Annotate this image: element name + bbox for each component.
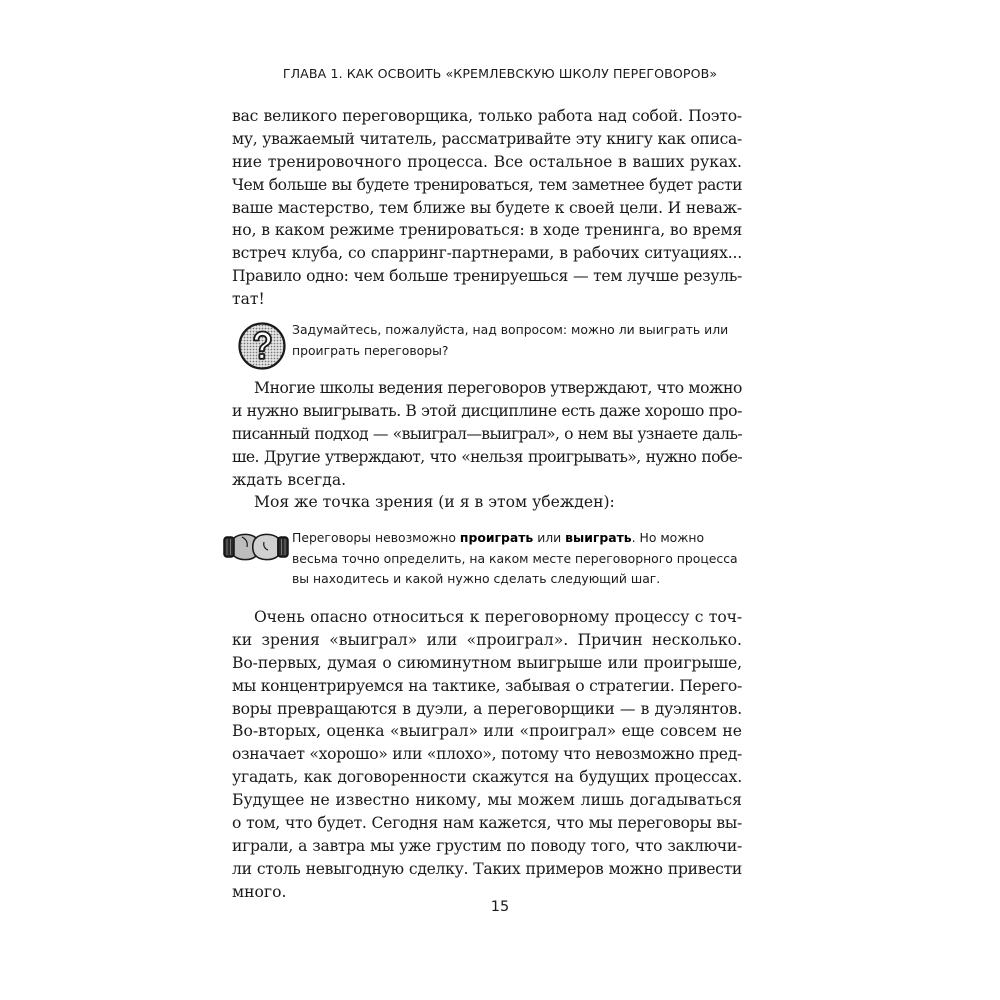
key-statement-text bbox=[292, 528, 738, 590]
text-line: Очень опасно относиться к переговорному процессу с точ- bbox=[254, 608, 742, 626]
text-line: но, в каком режиме тренироваться: в ходе тренинга, во время bbox=[232, 221, 743, 240]
text-line: встреч клуба, со спарринг-партнерами, в рабочих ситуациях... bbox=[232, 244, 742, 263]
text-line: Чем больше вы будете тренироваться, тем заметнее будет расти bbox=[232, 175, 742, 194]
text-line: му, уважаемый читатель, рассматривайте эту книгу как описа- bbox=[232, 129, 742, 148]
text-line: воры превращаются в дуэли, а переговорщики — в дуэлянтов. bbox=[232, 699, 742, 718]
text-line: мы концентрируемся на тактике, забывая о стратегии. Перего- bbox=[232, 676, 742, 695]
text-line: Во-первых, думая о сиюминутном выигрыше или проигрыше, bbox=[232, 653, 742, 672]
text-line: ше. Другие утверждают, что «нельзя проигрывать», нужно побе- bbox=[232, 447, 742, 466]
text-line: писанный подход — «выиграл—выиграл», о нем вы узнаете даль- bbox=[232, 424, 742, 443]
key-statement-callout bbox=[232, 528, 752, 588]
text-line: Во-вторых, оценка «выиграл» или «проиграл» еще совсем не bbox=[232, 722, 742, 741]
text-line: ние тренировочного процесса. Все остальное в ваших руках. bbox=[232, 152, 742, 171]
boxing-gloves-icon bbox=[222, 528, 290, 566]
question-callout bbox=[232, 320, 752, 370]
text-line: о том, что будет. Сегодня нам кажется, что мы переговоры вы- bbox=[232, 814, 742, 833]
paragraph-continued bbox=[232, 105, 742, 311]
running-header: ГЛАВА 1. КАК ОСВОИТЬ «КРЕМЛЕВСКУЮ ШКОЛУ ПЕРЕГОВОРОВ» bbox=[282, 66, 718, 81]
callout-text-part: Переговоры невозможно bbox=[292, 530, 460, 545]
question-callout-text bbox=[292, 320, 728, 361]
callout-text-part: или bbox=[533, 530, 566, 545]
callout-line: Задумайтесь, пожалуйста, над вопросом: можно ли выиграть или bbox=[292, 322, 729, 337]
emphasis-win: выиграть bbox=[565, 530, 632, 545]
emphasis-lose: проиграть bbox=[459, 530, 534, 545]
text-line: ваше мастерство, тем ближе вы будете к своей цели. И неваж- bbox=[232, 198, 742, 217]
text-line: вас великого переговорщика, только работа над собой. Поэто- bbox=[232, 107, 742, 125]
text-line: означает «хорошо» или «плохо», потому что невозможно пред- bbox=[232, 745, 742, 764]
page-number: 15 bbox=[490, 899, 510, 915]
callout-line bbox=[292, 528, 738, 549]
paragraph-danger bbox=[232, 606, 742, 904]
text-line: Моя же точка зрения (и я в этом убежден): bbox=[254, 493, 615, 512]
text-line: Многие школы ведения переговоров утверждают, что можно bbox=[254, 379, 742, 397]
question-mark-icon bbox=[237, 321, 287, 371]
text-line: и нужно выигрывать. В этой дисциплине есть даже хорошо про- bbox=[232, 401, 742, 420]
text-line: играли, а завтра мы уже грустим по поводу того, что заключи- bbox=[232, 836, 742, 855]
paragraph-win-lose bbox=[232, 377, 742, 514]
text-line: ждать всегда. bbox=[232, 470, 347, 489]
text-line: Будущее не известно никому, мы можем лишь догадываться bbox=[232, 791, 742, 810]
callout-line: весьма точно определить, на каком месте переговорного процесса bbox=[292, 550, 738, 566]
text-line: ли столь невыгодную сделку. Таких примеров можно привести bbox=[232, 859, 742, 878]
text-line: ки зрения «выиграл» или «проиграл». Причин несколько. bbox=[232, 630, 742, 649]
text-line: угадать, как договоренности скажутся на будущих процессах. bbox=[232, 768, 742, 787]
text-line: тат! bbox=[232, 290, 265, 309]
callout-line: проиграть переговоры? bbox=[292, 342, 449, 358]
callout-text-part: . Но можно bbox=[631, 530, 705, 545]
callout-line: вы находитесь и какой нужно сделать следующий шаг. bbox=[292, 571, 661, 587]
text-line: много. bbox=[232, 882, 287, 901]
text-line: Правило одно: чем больше тренируешься — тем лучше резуль- bbox=[232, 267, 742, 286]
